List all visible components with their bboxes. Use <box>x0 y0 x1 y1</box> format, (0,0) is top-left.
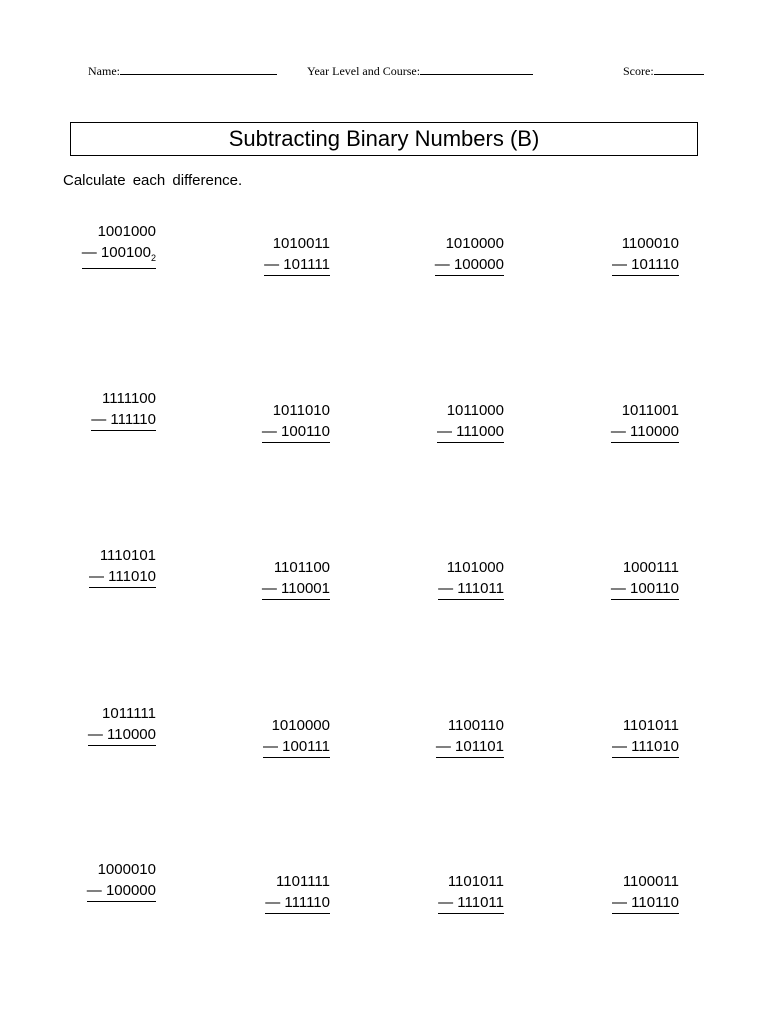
subtrahend-line <box>435 255 504 276</box>
subtrahend-line <box>611 422 679 443</box>
minuend: 1000111 <box>622 559 679 576</box>
problem-6 <box>240 400 330 443</box>
subtrahend-line <box>264 255 330 276</box>
subtrahend: 100111 <box>282 738 330 755</box>
minus-sign: — <box>437 423 452 440</box>
year-course-field <box>307 62 533 79</box>
minus-sign: — <box>612 738 627 755</box>
problem-18 <box>240 871 330 914</box>
subtrahend: 111010 <box>631 738 679 755</box>
minuend: 1010000 <box>271 717 330 734</box>
minus-sign: — <box>610 580 626 597</box>
minuend: 1101000 <box>446 559 504 576</box>
problem-13 <box>66 703 156 746</box>
problem-2 <box>240 233 330 276</box>
minus-sign: — <box>265 894 281 911</box>
minuend: 1011000 <box>446 402 504 419</box>
subtrahend-line <box>82 243 156 269</box>
minus-sign: — <box>261 580 277 597</box>
minuend: 1100110 <box>447 717 504 734</box>
subtrahend: 101101 <box>455 738 504 755</box>
problem-10 <box>240 557 330 600</box>
minuend: 1001000 <box>97 223 156 240</box>
problem-3 <box>414 233 504 276</box>
name-field <box>88 62 277 79</box>
problem-14 <box>240 715 330 758</box>
subtrahend: 110110 <box>631 894 679 911</box>
subtrahend-line <box>262 579 330 600</box>
subtrahend: 100100 <box>100 244 151 261</box>
subtrahend: 110000 <box>630 423 679 440</box>
name-label: Name: <box>88 64 120 78</box>
subtrahend: 111110 <box>110 411 156 428</box>
minus-sign: — <box>612 256 627 273</box>
minus-sign: — <box>86 882 102 899</box>
subtrahend-line <box>436 737 504 758</box>
problem-7 <box>414 400 504 443</box>
subtrahend-line <box>87 881 156 902</box>
subtrahend: 100000 <box>453 256 504 273</box>
score-label: Score: <box>623 64 654 78</box>
minuend: 1101111 <box>276 873 330 890</box>
minuend: 1101011 <box>622 717 679 734</box>
subtrahend: 111010 <box>108 568 156 585</box>
problem-16 <box>589 715 679 758</box>
problem-8 <box>589 400 679 443</box>
subtrahend: 100110 <box>630 580 679 597</box>
problem-17 <box>66 859 156 902</box>
subtrahend: 110000 <box>107 726 156 743</box>
problem-20 <box>589 871 679 914</box>
minus-sign: — <box>89 568 104 585</box>
name-blank <box>120 62 277 75</box>
minus-sign: — <box>264 256 280 273</box>
minus-sign: — <box>438 894 454 911</box>
subtrahend-line <box>437 422 504 443</box>
score-field <box>623 62 704 79</box>
minuend: 1011111 <box>102 705 156 722</box>
minuend: 1110101 <box>99 547 156 564</box>
subtrahend: 101111 <box>283 256 330 273</box>
base-subscript: 2 <box>150 253 156 263</box>
problem-11 <box>414 557 504 600</box>
problem-19 <box>414 871 504 914</box>
problem-12 <box>589 557 679 600</box>
minus-sign: — <box>91 411 107 428</box>
minus-sign: — <box>435 738 451 755</box>
instructions: Calculate each difference. <box>63 172 243 189</box>
subtrahend-line <box>91 410 156 431</box>
subtrahend-line <box>612 737 679 758</box>
worksheet-title: Subtracting Binary Numbers (B) <box>70 122 698 156</box>
year-course-blank <box>420 62 533 75</box>
subtrahend: 111011 <box>457 894 504 911</box>
problem-9 <box>66 545 156 588</box>
subtrahend-line <box>88 725 156 746</box>
minuend: 1101011 <box>447 873 504 890</box>
subtrahend: 101110 <box>631 256 679 273</box>
subtrahend: 100000 <box>105 882 156 899</box>
minuend: 1010011 <box>272 235 330 252</box>
subtrahend-line <box>612 255 679 276</box>
minuend: 1000010 <box>97 861 156 878</box>
minus-sign: — <box>263 738 278 755</box>
problem-5 <box>66 388 156 431</box>
subtrahend: 100110 <box>281 423 330 440</box>
minuend: 1111100 <box>102 390 156 407</box>
subtrahend-line <box>89 567 156 588</box>
year-course-label: Year Level and Course: <box>307 64 421 78</box>
problem-4 <box>589 233 679 276</box>
subtrahend-line <box>611 579 679 600</box>
minus-sign: — <box>87 726 103 743</box>
minus-sign: — <box>81 244 97 261</box>
minuend: 1100011 <box>622 873 679 890</box>
minus-sign: — <box>438 580 454 597</box>
minus-sign: — <box>610 423 626 440</box>
minuend: 1101100 <box>273 559 330 576</box>
subtrahend-line <box>612 893 679 914</box>
problem-15 <box>414 715 504 758</box>
minuend: 1010000 <box>445 235 504 252</box>
minuend: 1100010 <box>621 235 679 252</box>
subtrahend: 111011 <box>457 580 504 597</box>
subtrahend: 111110 <box>284 894 330 911</box>
subtrahend-line <box>265 893 330 914</box>
subtrahend-line <box>438 893 504 914</box>
subtrahend-line <box>262 422 330 443</box>
subtrahend: 111000 <box>456 423 504 440</box>
minus-sign: — <box>612 894 627 911</box>
problem-1 <box>66 221 156 269</box>
subtrahend-line <box>263 737 330 758</box>
subtrahend-line <box>438 579 504 600</box>
subtrahend: 110001 <box>281 580 330 597</box>
minuend: 1011001 <box>621 402 679 419</box>
score-blank <box>654 62 704 75</box>
minuend: 1011010 <box>272 402 330 419</box>
minus-sign: — <box>261 423 277 440</box>
minus-sign: — <box>434 256 450 273</box>
